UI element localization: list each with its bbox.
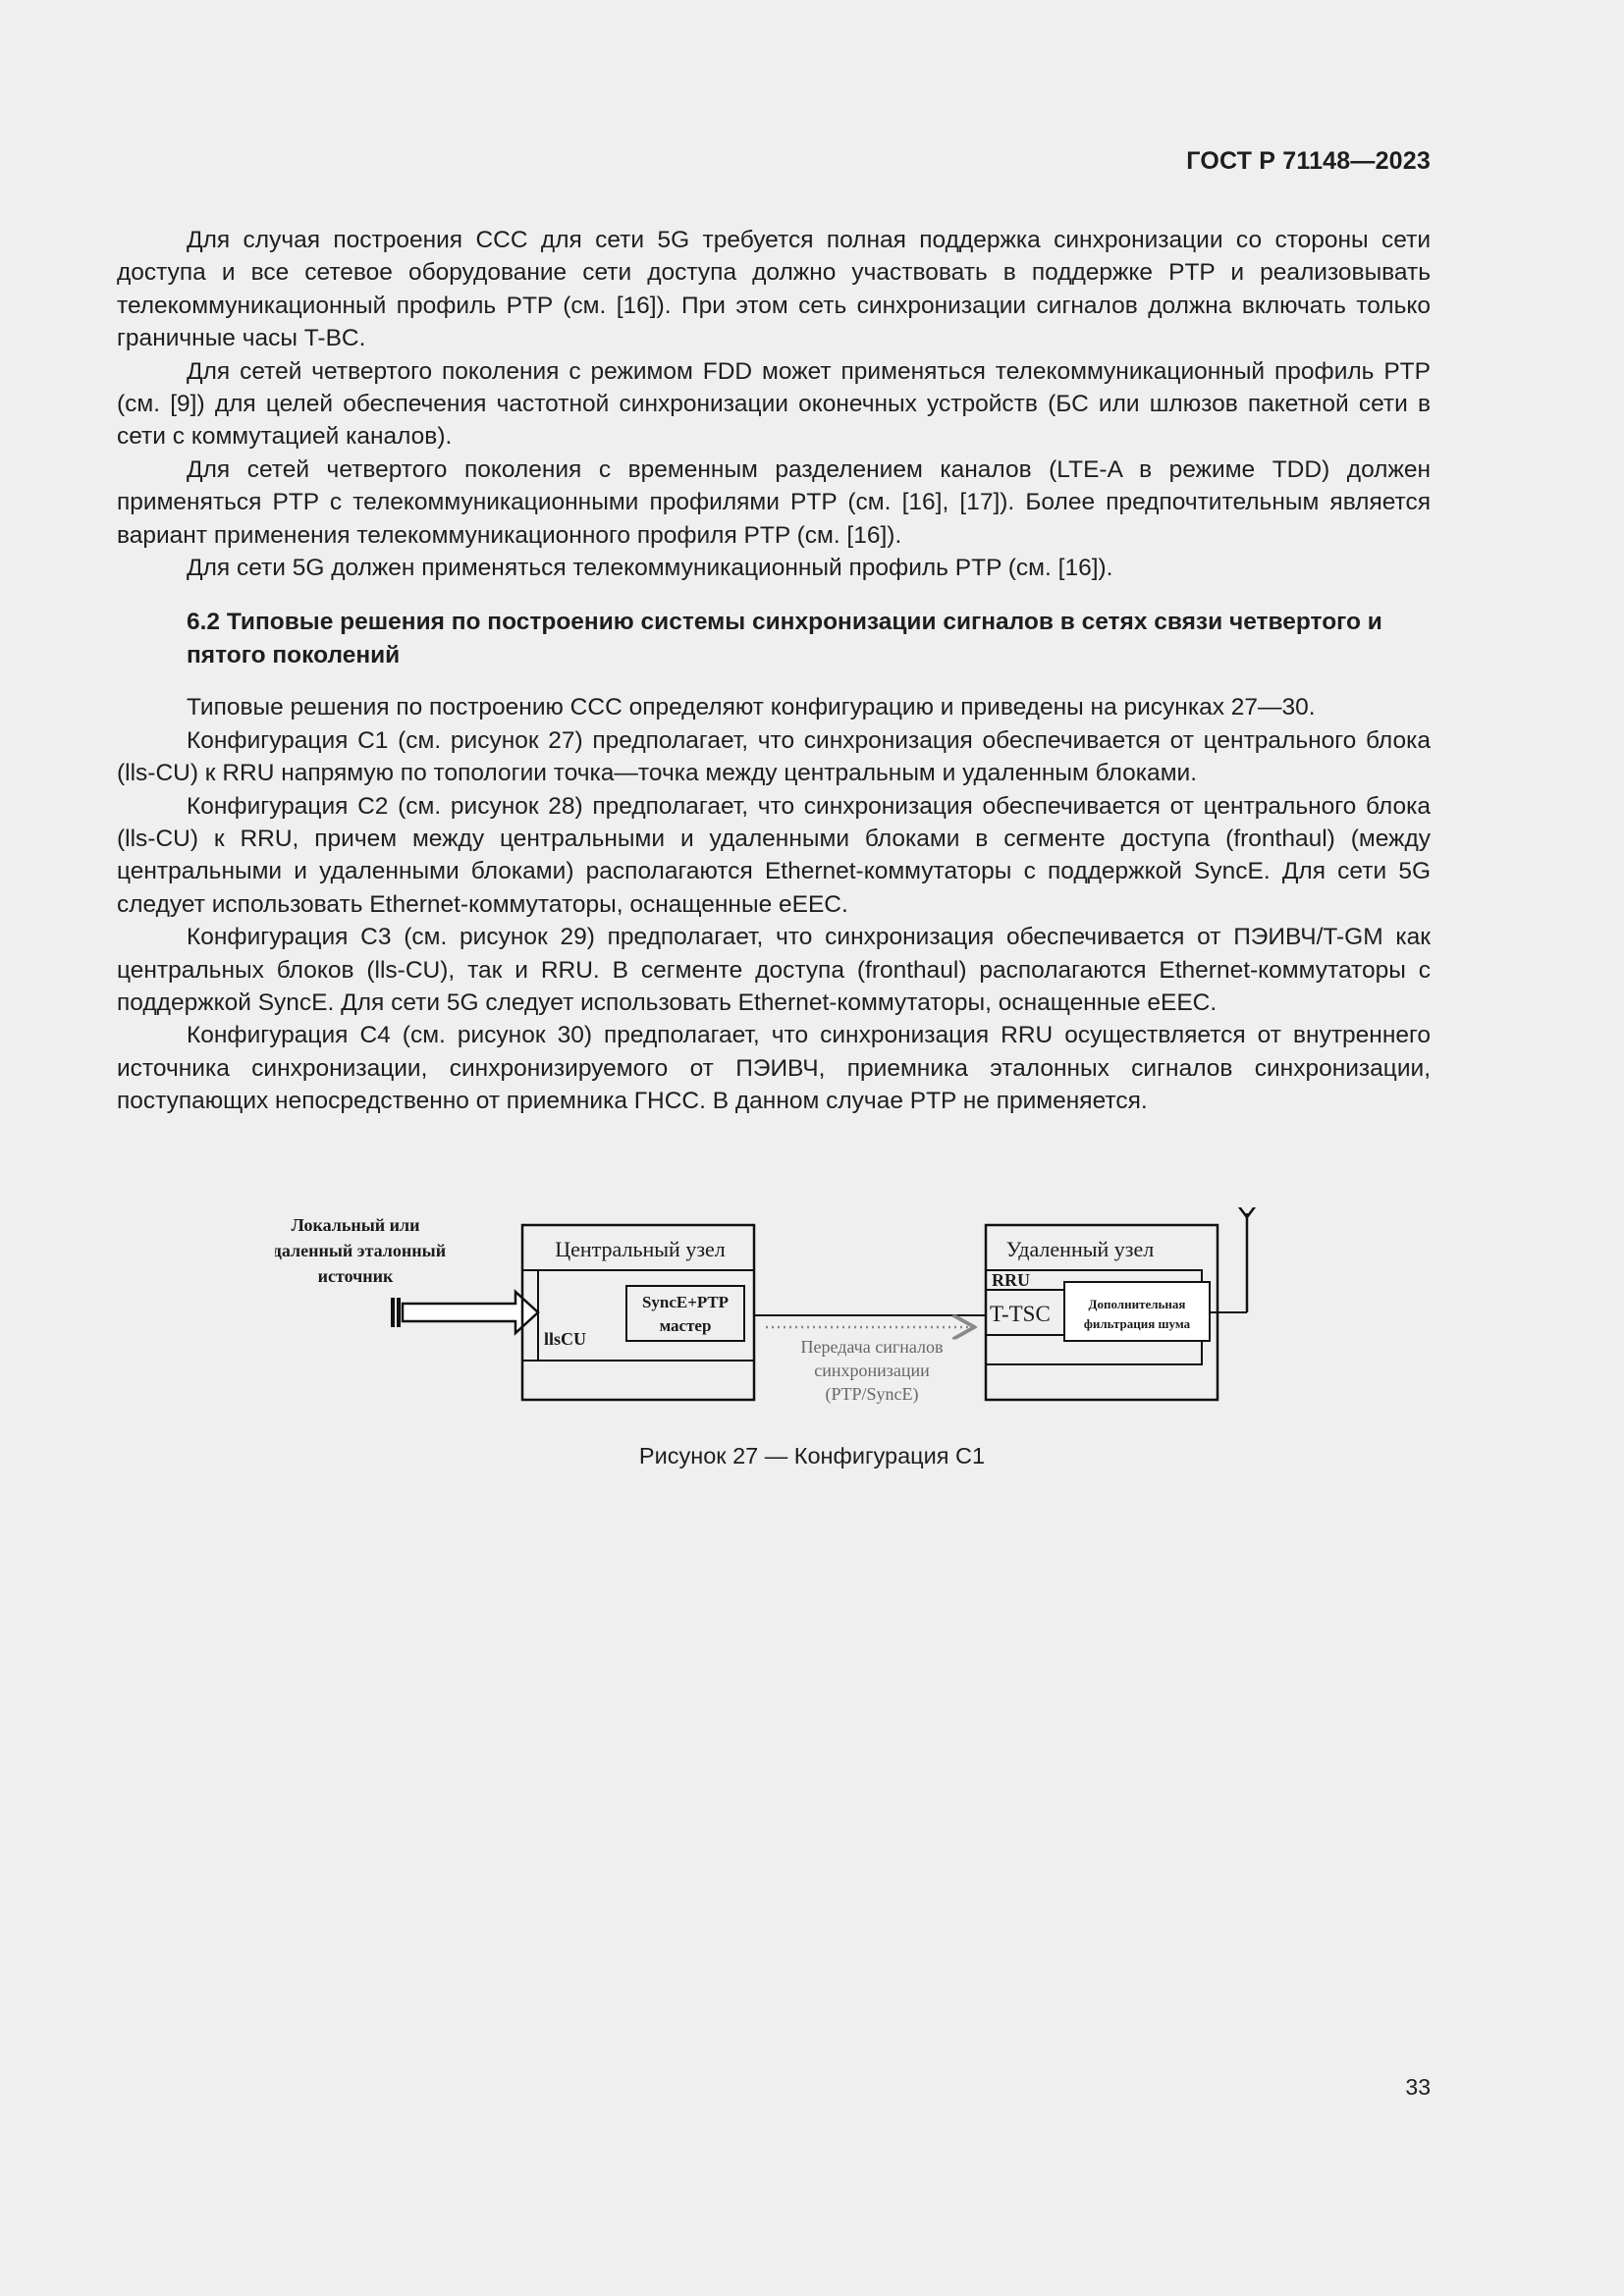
noise-filter-box <box>1064 1282 1210 1341</box>
figure-caption: Рисунок 27 — Конфигурация С1 <box>638 1443 986 1468</box>
paragraph: Для сетей четвертого поколения с временным разделением каналов (LTE-A в режиме TDD) должен применяться PTP с телекоммуникационными профилями PTP (см. [16], [17]). Более предпочтительным является вариант применения телекоммуникационного профиля PTP (см. [16]). <box>117 455 1431 549</box>
master-box-line: SyncE+PTP <box>641 1293 730 1311</box>
rru-label: RRU <box>992 1270 1030 1290</box>
paragraph: Для сетей четвертого поколения с режимом FDD может применяться телекоммуникационный профиль PTP (см. [9]) для целей обеспечения частотной синхронизации оконечных устройств (БС или шлюзов пакетной сети в сети с коммутацией каналов). <box>117 357 1431 451</box>
antenna-icon <box>1235 1207 1257 1217</box>
tsc-label: T-TSC <box>990 1302 1051 1326</box>
remote-node-title: Удаленный узел <box>1005 1237 1155 1261</box>
source-label-line: удаленный эталонный <box>275 1241 447 1260</box>
link-label-line: синхронизации <box>814 1361 930 1380</box>
standard-code: ГОСТ Р 71148—2023 <box>1186 147 1431 175</box>
filter-box-line: Дополнительная <box>1088 1297 1186 1311</box>
link-label-line: (PTP/SyncE) <box>825 1384 919 1404</box>
paragraph: Конфигурация С4 (см. рисунок 30) предполагает, что синхронизация RRU осуществляется от внутреннего источника синхронизации, синхронизируемого от ПЭИВЧ, приемника эталонных сигналов синхронизации, поступающих непосредственно от приемника ГНСС. В данном случае PTP не применяется. <box>117 1022 1431 1115</box>
central-node-title: Центральный узел <box>555 1237 726 1261</box>
document-body <box>117 224 1431 1118</box>
paragraph: Конфигурация С1 (см. рисунок 27) предполагает, что синхронизация обеспечивается от центрального блока (lls-CU) к RRU напрямую по топологии точка—точка между центральным и удаленным блоками. <box>117 726 1431 787</box>
source-label-line: источник <box>317 1266 394 1286</box>
page-number: 33 <box>1405 2074 1431 2100</box>
paragraph: Конфигурация С2 (см. рисунок 28) предполагает, что синхронизация обеспечивается от центрального блока (lls-CU) к RRU, причем между центральными и удаленными блоками в сегменте доступа (fronthaul) (между центральными и удаленными блоками) располагаются Ethernet-коммутаторы с поддержкой SyncE. Для сети 5G следует использовать Ethernet-коммутаторы, оснащенные eEEC. <box>117 792 1431 918</box>
figure-27-diagram <box>275 1207 1257 1423</box>
paragraph: Типовые решения по построению ССС определяют конфигурацию и приведены на рисунках 27—30. <box>187 694 1316 721</box>
llscu-label: llsCU <box>544 1329 587 1349</box>
paragraph: Конфигурация С3 (см. рисунок 29) предполагает, что синхронизация обеспечивается от ПЭИВЧ/T-GM как центральных блоков (lls-CU), так и RRU. В сегменте доступа (fronthaul) располагаются Ethernet-коммутаторы с поддержкой SyncE. Для сети 5G следует использовать Ethernet-коммутаторы, оснащенные eEEC. <box>117 924 1431 1016</box>
link-label-line: Передача сигналов <box>800 1337 944 1357</box>
paragraph: Для случая построения ССС для сети 5G требуется полная поддержка синхронизации со стороны сети доступа и все сетевое оборудование сети доступа должно участвовать в поддержке PTP и реализовывать телекоммуникационный профиль PTP (см. [16]). При этом сеть синхронизации сигналов должна включать только граничные часы T-BC. <box>117 227 1431 352</box>
filter-box-line: фильтрация шума <box>1083 1316 1191 1331</box>
section-heading: 6.2 Типовые решения по построению системы синхронизации сигналов в сетях связи четвертого и пятого поколений <box>187 609 1382 668</box>
paragraph: Для сети 5G должен применяться телекоммуникационный профиль PTP (см. [16]). <box>187 555 1113 582</box>
source-arrow <box>403 1292 538 1333</box>
master-box-line: мастер <box>659 1316 712 1335</box>
source-connector <box>391 1298 395 1327</box>
source-connector <box>397 1298 401 1327</box>
source-label-line: Локальный или <box>291 1215 420 1235</box>
